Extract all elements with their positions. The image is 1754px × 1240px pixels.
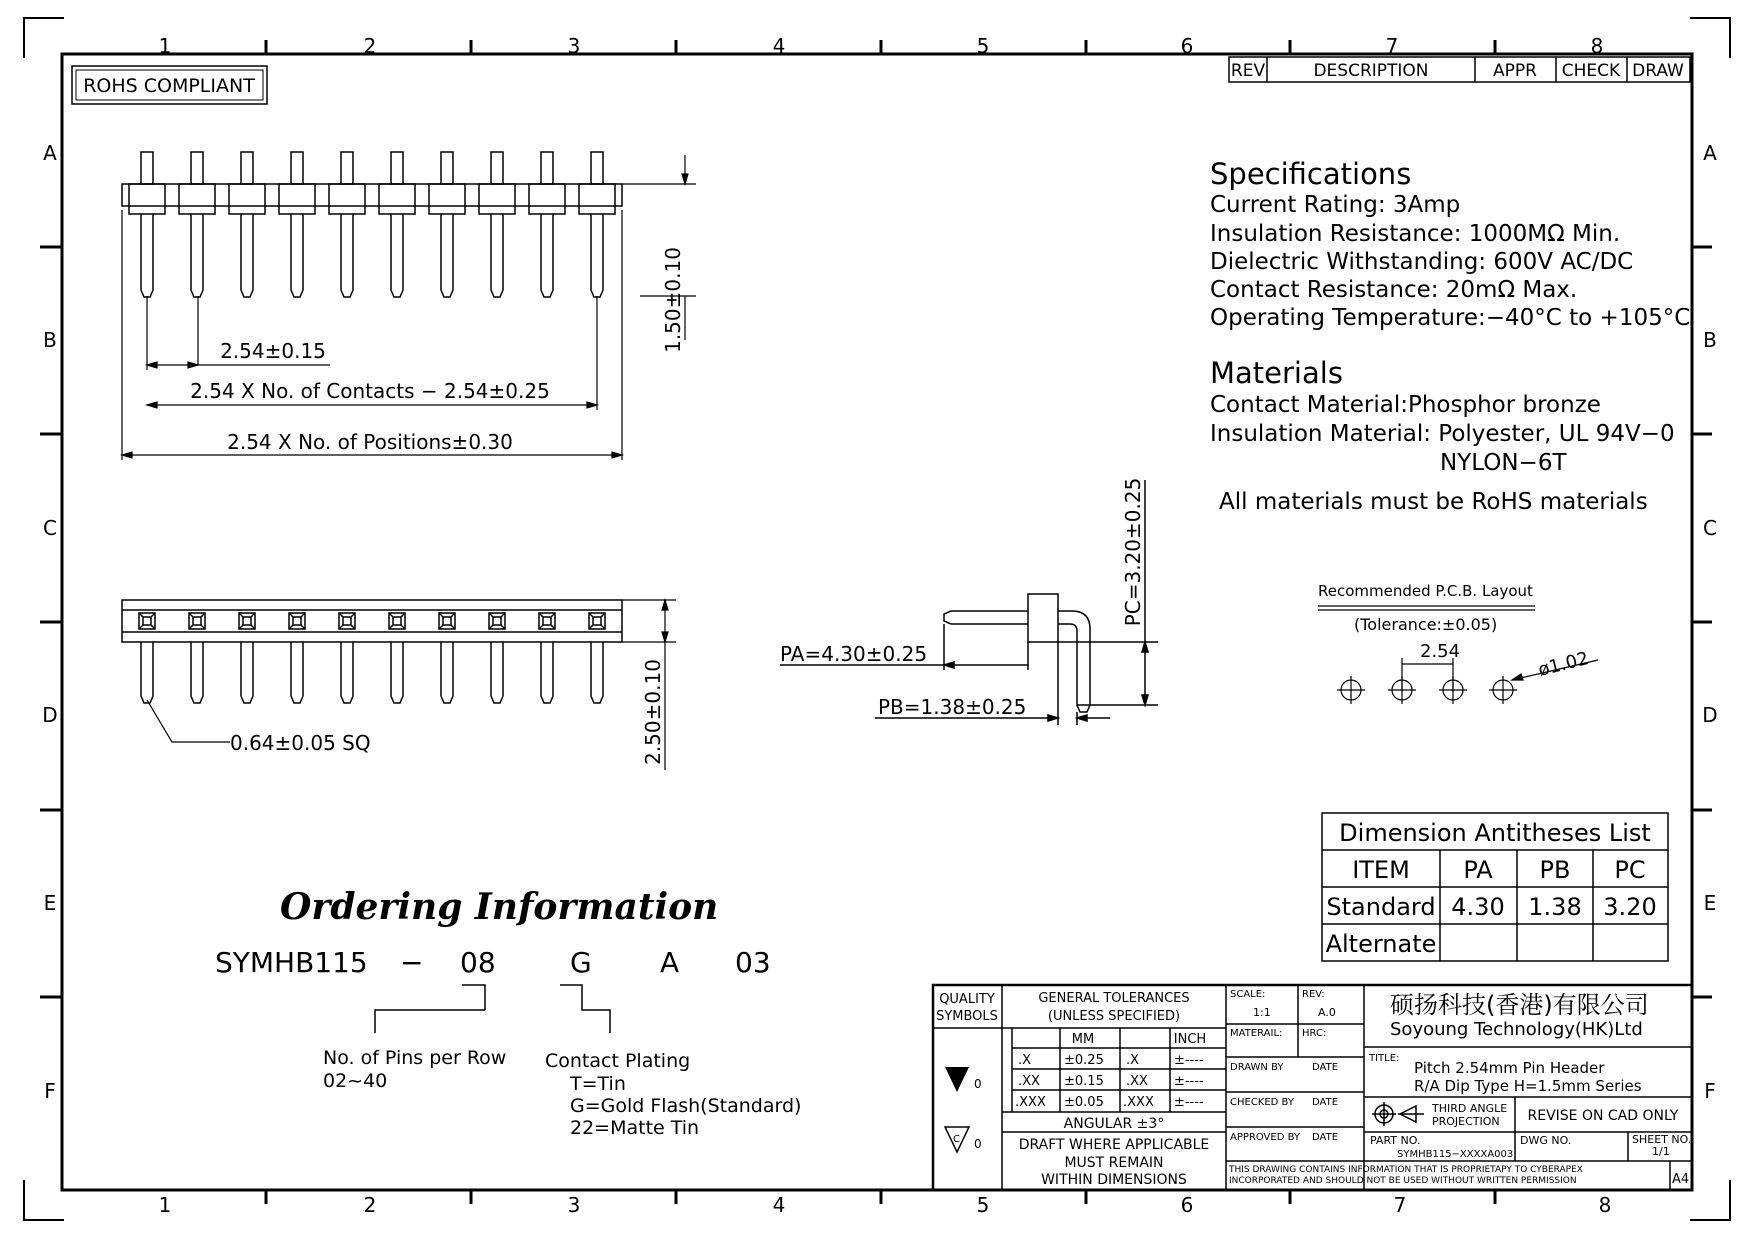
tol-row-2-mm-label: .XX: [1018, 1074, 1040, 1089]
projection-label-2: PROJECTION: [1432, 1115, 1500, 1128]
tol-row-1-inch-value: ±----: [1174, 1053, 1204, 1068]
front-view-pin-section-3: [243, 617, 251, 625]
dimension-labels: [190, 247, 685, 765]
bottom-height-dimension: 2.50±0.10: [641, 659, 665, 765]
row-label-right-c: C: [1703, 516, 1717, 540]
row-label-left-d: D: [42, 703, 58, 727]
specifications-block: [1210, 157, 1690, 515]
materials-heading: Materials: [1210, 356, 1343, 390]
front-view-pin-section-2: [193, 617, 201, 625]
spec-contact-resistance: Contact Resistance: 20mΩ Max.: [1210, 277, 1578, 303]
row-label-right-d: D: [1702, 703, 1718, 727]
drawing-title-2: R/A Dip Type H=1.5mm Series: [1414, 1077, 1642, 1095]
rohs-badge: [72, 66, 267, 104]
top-view-pin-tail-8: [491, 214, 503, 297]
spec-current-rating: Current Rating: 3Amp: [1210, 192, 1461, 218]
tol-row-1-mm-label: .X: [1018, 1053, 1032, 1068]
ordering-heading: Ordering Information: [280, 886, 719, 928]
front-view-pin-3: [241, 642, 253, 703]
top-view-housing: [122, 184, 622, 206]
front-view-pin-section-6: [393, 617, 401, 625]
col-label-top-1: 1: [158, 34, 172, 58]
ordering-dash: −: [400, 946, 424, 979]
row-label-right-e: E: [1703, 891, 1717, 915]
col-label-bottom-7: 7: [1393, 1193, 1407, 1217]
top-view-pin-boss-4: [279, 184, 315, 214]
rohs-label: ROHS COMPLIANT: [83, 75, 255, 97]
drawn-date-label: DATE: [1312, 1062, 1339, 1073]
top-view-pin-tail-3: [241, 214, 253, 297]
antitheses-header-pa: PA: [1463, 856, 1493, 884]
ordering-pins-code: 08: [460, 946, 496, 979]
top-view-pin-top-8: [491, 152, 503, 184]
front-view-pin-2: [191, 642, 203, 703]
row-label-left-f: F: [44, 1079, 56, 1103]
top-view-drawing: [122, 152, 622, 297]
col-label-bottom-2: 2: [363, 1193, 377, 1217]
antitheses-header-pc: PC: [1614, 856, 1646, 884]
top-view-pin-boss-1: [129, 184, 165, 214]
front-view-pin-section-1: [143, 617, 151, 625]
top-view-pin-boss-6: [379, 184, 415, 214]
tol-row-3-inch-value: ±----: [1174, 1095, 1204, 1110]
company-name-en: Soyoung Technology(HK)Ltd: [1390, 1019, 1643, 1040]
appr-header: APPR: [1493, 61, 1537, 81]
front-view-pin-section-4: [293, 617, 301, 625]
tol-row-3-inch-label: .XXX: [1123, 1095, 1154, 1110]
top-view-pin-boss-2: [179, 184, 215, 214]
tol-row-2-inch-label: .XX: [1126, 1074, 1148, 1089]
company-name-cn: 硕扬科技(香港)有限公司: [1390, 991, 1649, 1019]
tol-row-3-mm-value: ±0.05: [1064, 1095, 1104, 1110]
quality-symbol-1-value: 0: [974, 1077, 982, 1091]
antitheses-standard-pc: 3.20: [1603, 893, 1657, 921]
pins-label: No. of Pins per Row: [323, 1047, 507, 1069]
front-view-pin-section-9: [543, 617, 551, 625]
col-label-top-6: 6: [1180, 34, 1194, 58]
front-view-pin-section-10: [593, 617, 601, 625]
top-view-pin-top-3: [241, 152, 253, 184]
revision-table: [1229, 57, 1690, 82]
draw-header: DRAW: [1632, 61, 1684, 81]
pcb-pitch: 2.54: [1420, 641, 1461, 662]
top-view-pin-tail-7: [441, 214, 453, 297]
top-view-pin-boss-5: [329, 184, 365, 214]
front-view-pin-section-7: [443, 617, 451, 625]
col-label-bottom-4: 4: [772, 1193, 786, 1217]
row-label-left-c: C: [43, 516, 57, 540]
spec-operating-temperature: Operating Temperature:−40°C to +105°C: [1210, 305, 1691, 331]
plating-option-matte: 22=Matte Tin: [570, 1117, 700, 1139]
checked-by-label: CHECKED BY: [1230, 1097, 1294, 1108]
col-label-top-2: 2: [363, 34, 377, 58]
rev-header: REV: [1230, 61, 1266, 81]
antitheses-table: [1322, 813, 1668, 961]
quality-label: QUALITY: [939, 992, 995, 1007]
front-view-pin-4: [291, 642, 303, 703]
front-view-pin-10: [591, 642, 603, 703]
top-view-pin-top-9: [541, 152, 553, 184]
pc-dimension: PC=3.20±0.25: [1121, 477, 1145, 627]
front-view-drawing: [122, 600, 622, 703]
col-label-bottom-3: 3: [567, 1193, 581, 1217]
front-view-pin-section-5: [343, 617, 351, 625]
positions-dimension: 2.54 X No. of Positions±0.30: [227, 430, 513, 454]
front-view-pin-1: [141, 642, 153, 703]
rev-value: A.0: [1318, 1006, 1336, 1019]
col-label-top-7: 7: [1385, 34, 1399, 58]
svg-text:C: C: [953, 1134, 960, 1145]
pcb-layout: [1318, 582, 1598, 704]
material-nylon: NYLON−6T: [1440, 450, 1567, 476]
spec-insulation-resistance: Insulation Resistance: 1000MΩ Min.: [1210, 221, 1621, 247]
material-rohs-note: All materials must be RoHS materials: [1219, 489, 1648, 515]
view-dimensions: [122, 155, 696, 770]
top-view-pin-tail-10: [591, 214, 603, 297]
ordering-plating-code: G: [570, 946, 592, 979]
row-label-right-a: A: [1703, 141, 1717, 165]
angular-tolerance: ANGULAR ±3°: [1063, 1116, 1165, 1132]
col-label-top-3: 3: [567, 34, 581, 58]
top-view-pin-top-10: [591, 152, 603, 184]
confidential-note-1: THIS DRAWING CONTAINS INFORMATION THAT IS PROPRIETAPY TO CYBERAPEX: [1229, 1165, 1583, 1175]
top-view-pin-top-6: [391, 152, 403, 184]
tol-row-2-inch-value: ±----: [1174, 1074, 1204, 1089]
check-header: CHECK: [1561, 61, 1621, 81]
tol-row-3-mm-label: .XXX: [1015, 1095, 1046, 1110]
top-view-pin-boss-10: [579, 184, 615, 214]
symbols-label: SYMBOLS: [936, 1009, 998, 1024]
hrc-label: HRC:: [1302, 1028, 1327, 1039]
dwg-no-label: DWG NO.: [1520, 1134, 1572, 1147]
antitheses-title: Dimension Antitheses List: [1339, 819, 1651, 847]
front-view-pin-5: [341, 642, 353, 703]
material-contact: Contact Material:Phosphor bronze: [1210, 392, 1601, 418]
antitheses-alternate-label: Alternate: [1325, 930, 1437, 958]
title-block: [933, 985, 1692, 1190]
top-view-pin-tail-9: [541, 214, 553, 297]
tolerance-header-1: GENERAL TOLERANCES: [1038, 991, 1190, 1006]
front-view-housing: [122, 600, 622, 642]
ordering-information: [215, 886, 801, 1139]
quality-triangle-icon: [945, 1067, 969, 1092]
specifications-heading: Specifications: [1210, 157, 1412, 191]
paper-size: A4: [1672, 1172, 1690, 1187]
pa-dimension: PA=4.30±0.25: [780, 642, 928, 666]
scale-label: SCALE:: [1230, 989, 1266, 1000]
confidential-note-2: INCORPORATED AND SHOULD NOT BE USED WITHOUT WRITTEN PERMISSION: [1229, 1176, 1577, 1186]
tol-row-1-inch-label: .X: [1126, 1053, 1140, 1068]
ordering-part: SYMHB115: [215, 946, 368, 979]
antitheses-standard-pa: 4.30: [1451, 893, 1505, 921]
revise-note: REVISE ON CAD ONLY: [1527, 1108, 1679, 1124]
part-no-label: PART NO.: [1370, 1134, 1421, 1147]
sheet-no-label: SHEET NO.: [1632, 1133, 1692, 1146]
antitheses-standard-label: Standard: [1326, 893, 1436, 921]
approved-by-label: APPROVED BY: [1230, 1132, 1301, 1143]
pitch-dimension: 2.54±0.15: [220, 339, 326, 363]
draft-note-2: MUST REMAIN: [1064, 1155, 1164, 1171]
top-view-pin-top-1: [141, 152, 153, 184]
antitheses-header-item: ITEM: [1352, 856, 1410, 884]
top-view-pin-tail-2: [191, 214, 203, 297]
drawing-title-1: Pitch 2.54mm Pin Header: [1414, 1059, 1605, 1077]
draft-note-1: DRAFT WHERE APPLICABLE: [1018, 1137, 1210, 1153]
top-view-pin-tail-5: [341, 214, 353, 297]
sheet-no-value: 1/1: [1652, 1145, 1670, 1158]
top-height-dimension: 1.50±0.10: [661, 247, 685, 353]
mm-header: MM: [1071, 1032, 1095, 1047]
pcb-hole-diameter: ø1.02: [1536, 648, 1591, 681]
top-view-pin-tail-6: [391, 214, 403, 297]
third-angle-projection-icon: [1372, 1102, 1424, 1126]
front-view-pin-9: [541, 642, 553, 703]
top-view-pin-boss-8: [479, 184, 515, 214]
row-label-left-e: E: [43, 891, 57, 915]
inch-header: INCH: [1173, 1032, 1207, 1047]
row-label-left-b: B: [43, 328, 57, 352]
top-view-pin-tail-4: [291, 214, 303, 297]
col-label-top-4: 4: [772, 34, 786, 58]
side-view-drawing: [780, 477, 1158, 725]
checked-date-label: DATE: [1312, 1097, 1339, 1108]
approved-date-label: DATE: [1312, 1132, 1339, 1143]
scale-value: 1:1: [1253, 1006, 1271, 1019]
plating-option-gold: G=Gold Flash(Standard): [570, 1095, 802, 1117]
top-view-pin-boss-3: [229, 184, 265, 214]
front-view-pin-7: [441, 642, 453, 703]
material-insulation: Insulation Material: Polyester, UL 94V−0: [1210, 421, 1675, 447]
plating-label: Contact Plating: [545, 1050, 691, 1072]
pcb-layout-title: Recommended P.C.B. Layout: [1318, 582, 1533, 600]
top-view-pin-top-2: [191, 152, 203, 184]
contacts-dimension: 2.54 X No. of Contacts − 2.54±0.25: [190, 379, 550, 403]
tol-row-1-mm-value: ±0.25: [1064, 1053, 1104, 1068]
top-view-pin-boss-7: [429, 184, 465, 214]
col-label-top-8: 8: [1590, 34, 1604, 58]
part-no-value: SYMHB115−XXXXA003: [1397, 1149, 1514, 1160]
col-label-bottom-8: 8: [1598, 1193, 1612, 1217]
pcb-tolerance: (Tolerance:±0.05): [1354, 615, 1498, 634]
top-view-pin-top-4: [291, 152, 303, 184]
title-label: TITLE:: [1369, 1053, 1400, 1064]
quality-symbol-2-value: 0: [974, 1137, 982, 1151]
front-view-pin-6: [391, 642, 403, 703]
tolerance-header-2: (UNLESS SPECIFIED): [1047, 1009, 1181, 1024]
pin-square-dimension: 0.64±0.05 SQ: [230, 731, 371, 755]
top-view-pin-tail-1: [141, 214, 153, 297]
col-label-top-5: 5: [976, 34, 990, 58]
rev-label: REV:: [1302, 989, 1325, 1000]
col-label-bottom-6: 6: [1180, 1193, 1194, 1217]
antitheses-header-pb: PB: [1539, 856, 1571, 884]
pb-dimension: PB=1.38±0.25: [878, 695, 1027, 719]
tol-row-2-mm-value: ±0.15: [1064, 1074, 1104, 1089]
ordering-code-03: 03: [735, 946, 771, 979]
description-header: DESCRIPTION: [1313, 61, 1429, 81]
spec-dielectric: Dielectric Withstanding: 600V AC/DC: [1210, 249, 1634, 275]
col-label-bottom-1: 1: [158, 1193, 172, 1217]
front-view-pin-8: [491, 642, 503, 703]
plating-option-tin: T=Tin: [570, 1073, 626, 1095]
col-label-bottom-5: 5: [976, 1193, 990, 1217]
antitheses-standard-pb: 1.38: [1528, 893, 1582, 921]
material-label: MATERAIL:: [1230, 1028, 1283, 1039]
drawn-by-label: DRAWN BY: [1230, 1062, 1284, 1073]
row-label-right-b: B: [1703, 328, 1717, 352]
top-view-pin-top-7: [441, 152, 453, 184]
front-view-pin-section-8: [493, 617, 501, 625]
projection-label-1: THIRD ANGLE: [1432, 1102, 1508, 1115]
row-label-left-a: A: [43, 141, 57, 165]
pins-range: 02~40: [323, 1070, 388, 1092]
row-label-right-f: F: [1704, 1079, 1716, 1103]
top-view-pin-boss-9: [529, 184, 565, 214]
top-view-pin-top-5: [341, 152, 353, 184]
draft-note-3: WITHIN DIMENSIONS: [1041, 1172, 1187, 1188]
ordering-code-a: A: [660, 946, 680, 979]
